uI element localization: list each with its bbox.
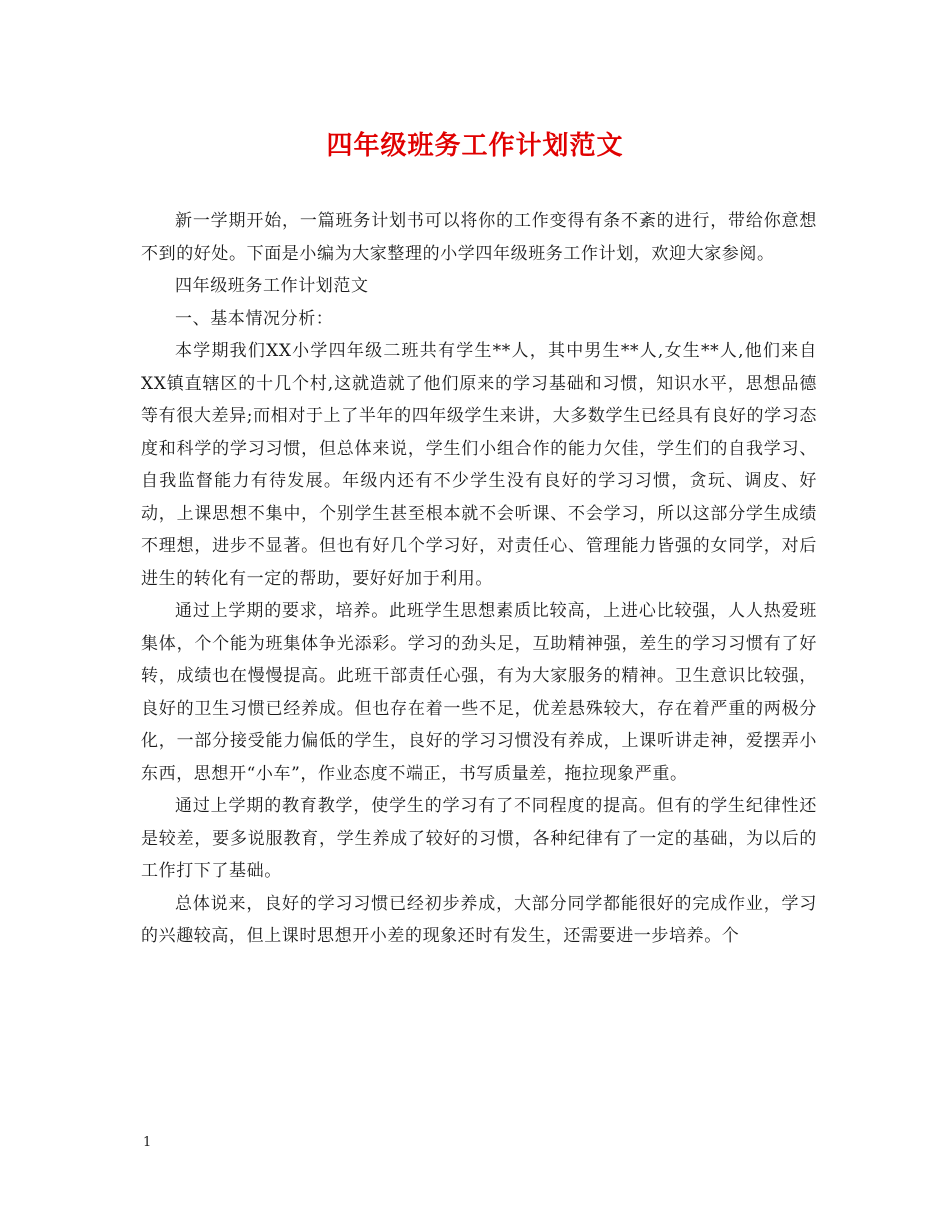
section-heading: 四年级班务工作计划范文 xyxy=(175,276,369,296)
body-paragraph: 通过上学期的要求，培养。此班学生思想素质比较高，上进心比较强，人人热爱班集体，个个能为班集体争光添彩。学习的劲头足，互助精神强，差生的学习习惯有了好转，成绩也在慢慢提高。此班干部责任心强，有为大家服务的精神。卫生意识比较强，良好的卫生习惯已经养成。但也存在着一些不足，优差悬殊较大，存在着严重的两极分化，一部分接受能力偏低的学生，良好的学习习惯没有养成，上课听讲走神，爱摆弄小东西，思想开“小车”，作业态度不端正，书写质量差，拖拉现象严重。 xyxy=(141,601,817,784)
subsection-heading: 一、基本情况分析： xyxy=(175,308,334,329)
body-paragraph: 总体说来，良好的学习习惯已经初步养成，大部分同学都能很好的完成作业，学习的兴趣较高，但上课时思想开小差的现象还时有发生，还需要进一步培养。个 xyxy=(141,893,817,946)
body-paragraph: 通过上学期的教育教学，使学生的学习有了不同程度的提高。但有的学生纪律性还是较差，要多说服教育，学生养成了较好的习惯，各种纪律有了一定的基础，为以后的工作打下了基础。 xyxy=(141,796,817,881)
intro-paragraph: 新一学期开始，一篇班务计划书可以将你的工作变得有条不紊的进行，带给你意想不到的好处。下面是小编为大家整理的小学四年级班务工作计划，欢迎大家参阅。 xyxy=(141,211,817,264)
body-paragraph: 本学期我们XX小学四年级二班共有学生**人，其中男生**人,女生**人,他们来自XX镇直辖区的十几个村,这就造就了他们原来的学习基础和习惯，知识水平，思想品德等有很大差异;而相对于上了半年的四年级学生来讲，大多数学生已经具有良好的学习态度和科学的学习习惯，但总体来说，学生们小组合作的能力欠佳，学生们的自我学习、自我监督能力有待发展。年级内还有不少学生没有良好的学习习惯，贪玩、调皮、好动，上课思想不集中，个别学生甚至根本就不会听课、不会学习，所以这部分学生成绩不理想，进步不显著。但也有好几个学习好，对责任心、管理能力皆强的女同学，对后进生的转化有一定的帮助，要好好加于利用。 xyxy=(141,341,817,589)
document-body xyxy=(141,205,817,953)
document-title: 四年级班务工作计划范文 xyxy=(326,131,624,161)
page-number: 1 xyxy=(143,1135,152,1150)
